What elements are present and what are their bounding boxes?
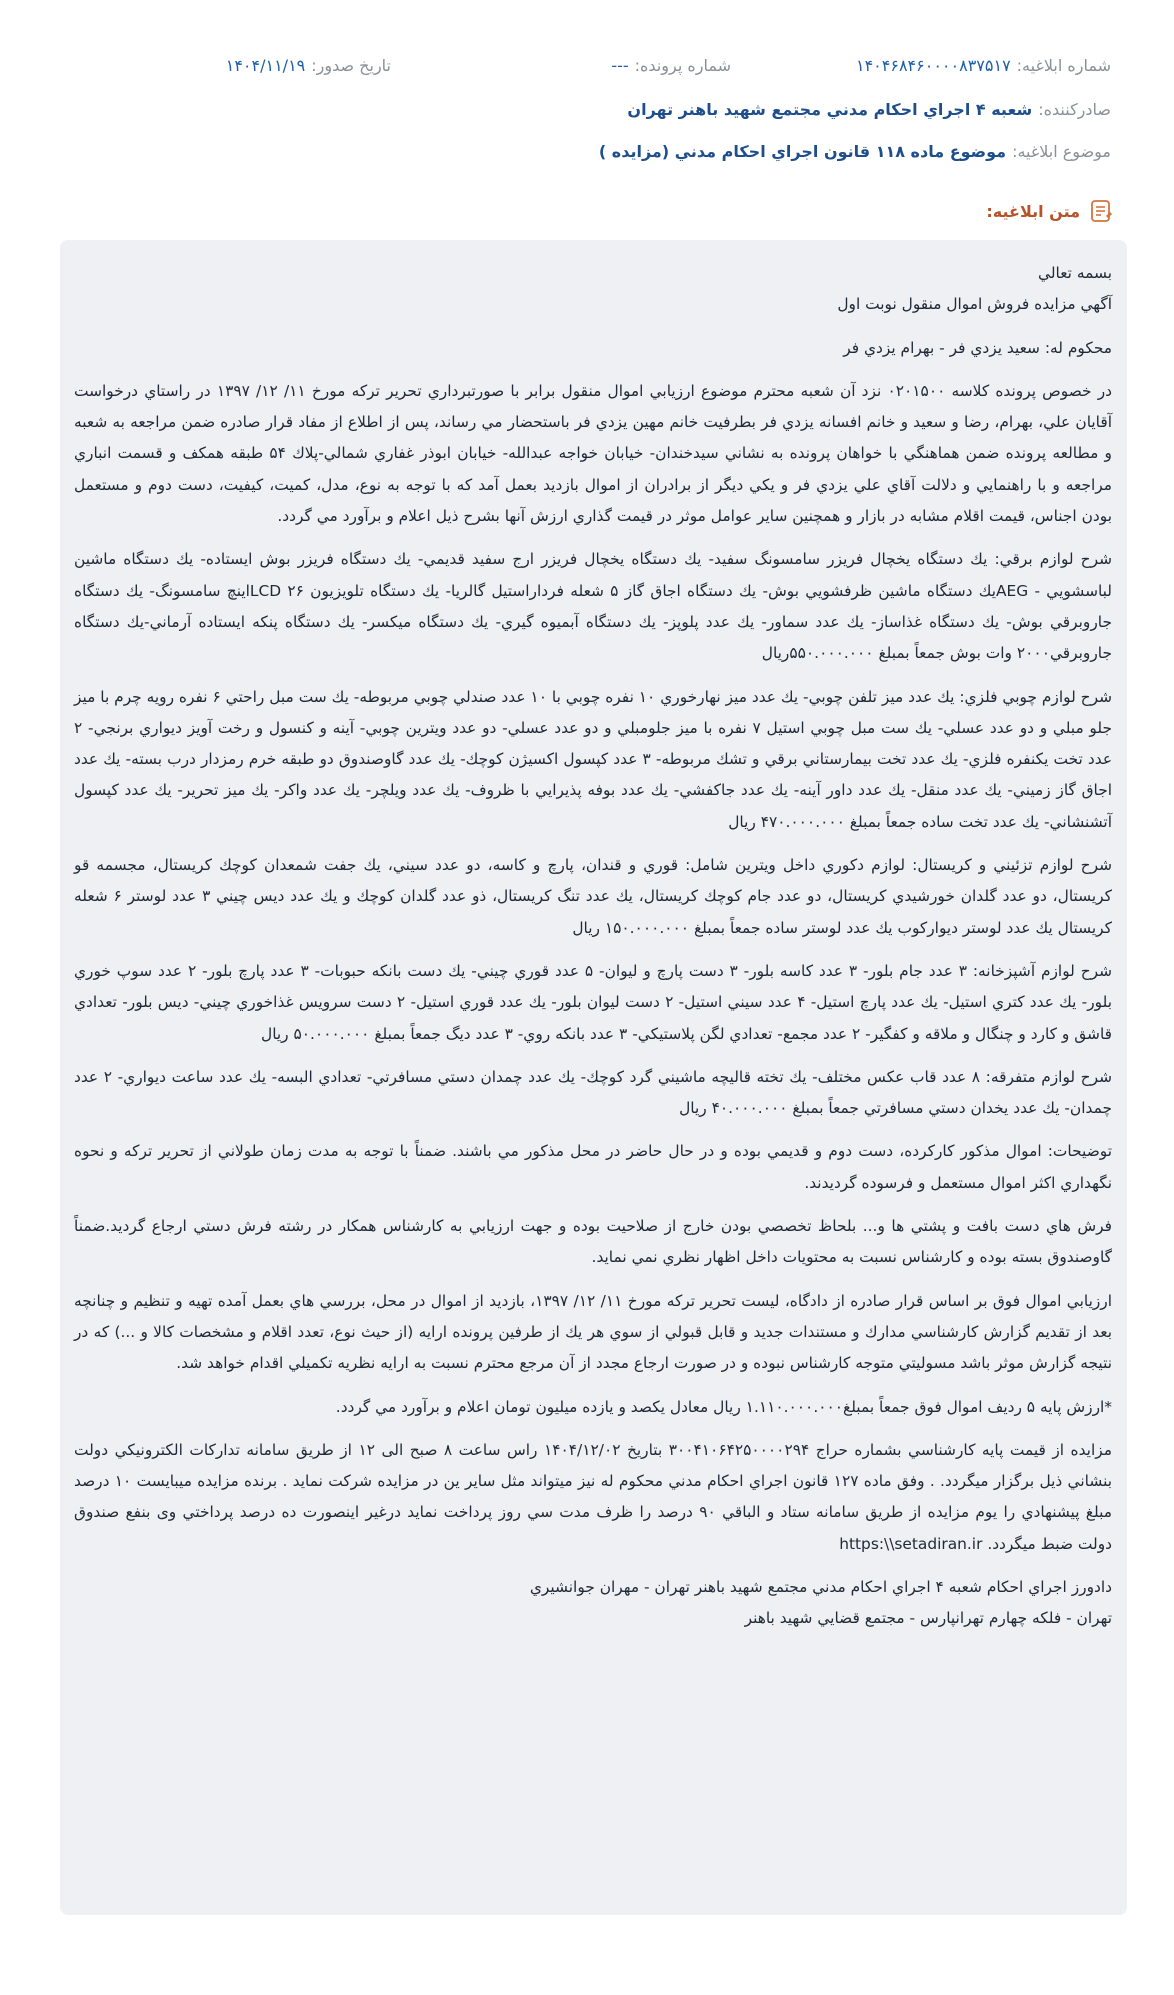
notice-body-text (74, 258, 1112, 1635)
issuer-value: شعبه ۴ اجراي احكام مدني مجتمع شهيد باهنر تهران (627, 100, 1033, 119)
case-description: در خصوص پرونده كلاسه ۰۲۰۱۵۰۰ نزد آن شعبه محترم موضوع ارزيابي اموال منقول برابر با صورتبرداري تحرير تركه مورخ ۱۱/ ۱۲/ ۱۳۹۷ در راستاي درخواست آقايان علي، بهرام، رضا و سعيد و خانم افسانه يزدي فر بطرفيت خانم مهين يزدي فر باستحضار مي رساند، پس از اطلاع از مفاد قرار صادره ضمن مراجعه به شعبه و مطالعه پرونده ضمن هماهنگي با خواهان پرونده به نشاني سيدخندان- خيابان خواجه عبدالله- خيابان ابوذر غفاري شمالي-پلاك ۵۴ طبقه همكف و قسمت انباري مراجعه و با راهنمايي و دلالت آقاي علي يزدي فر و يكي ديگر از برادران از اموال بازديد بعمل آمد كه با توجه به نوع، مدل، كميت، كيفيت، دست دوم و مستعمل بودن اجناس، قيمت اقلام مشابه در بازار و همچنين ساير عوامل موثر در قيمت گذاري ارزش آنها بشرح ذيل اعلام و برآورد مي گردد. (74, 381, 1113, 526)
notice-text-title: متن ابلاغیه: (986, 201, 1080, 221)
meta-row-subject (60, 142, 1111, 161)
case-number (391, 56, 731, 75)
address-line: تهران - فلكه چهارم تهرانپارس - مجتمع قضايي شهيد باهنر (744, 1609, 1112, 1628)
valuation-basis: ارزيابي اموال فوق بر اساس قرار صادره از دادگاه، ليست تحرير تركه مورخ ۱۱/ ۱۲/ ۱۳۹۷، بازديد از اموال در محل، بررسي هاي بعمل آمده تهيه و تنظيم و چنانچه بعد از تقديم گزارش كارشناسي مدارك و مستندات جديد و قابل قبولي از سوي هر يك از طرفين پرونده ارايه (از حيث نوع، تعدد اقلام و مشخصات كالا و ...) كه در نتيجه گزارش موثر باشد مسوليتي متوجه كارشناس نبوده و در صورت ارجاع مجدد از آن مرجع محترم نسبت به ارايه نظريه تكميلي اقدام خواهد شد. (74, 1291, 1112, 1373)
kitchen-items: شرح لوازم آشپزخانه: ۳ عدد جام بلور- ۳ عدد كاسه بلور- ۳ دست پارچ و ليوان- ۵ عدد قوري چيني- يك دست بانكه حبوبات- ۳ عدد پارچ بلور- ۲ عدد سوپ خوري بلور- يك عدد كتري استيل- يك عدد پارچ استيل- ۴ عدد سيني استيل- ۲ دست ليوان بلور- يك عدد قوري استيل- ۲ دست سرويس غذاخوري چيني- ديس بلور- تعدادي قاشق و كارد و چنگال و ملاقه و كفگير- ۲ عدد مجمع- تعدادي لگن پلاستيكي- ۳ عدد بانكه روي- ۳ عدد ديگ جمعاً بمبلغ ۵۰.۰۰۰.۰۰۰ ريال (74, 961, 1113, 1043)
meta-row-issuer (60, 100, 1111, 119)
auction-details: مزايده از قيمت پايه كارشناسي بشماره حراج ۳۰۰۴۱۰۶۴۲۵۰۰۰۰۲۹۴ بتاريخ ۱۴۰۴/۱۲/۰۲ راس ساعت ۸ صبح الی ۱۲ از طريق سامانه تداركات الكترونيكي دولت بنشاني ذيل برگزار ميگردد. . وفق ماده ۱۲۷ قانون اجراي احكام مدني محكوم له نيز ميتواند مثل ساير ين در مزايده شركت نمايد . برنده مزايده ميبايست ۱۰ درصد مبلغ پيشنهادي را يوم مزايده از طريق سامانه ستاد و الباقي ۹۰ درصد را ظرف مدت سي روز پرداخت نمايد درغير اينصورت ده درصد پرداختي وی بنفع صندوق دولت ضبط ميگردد. https:\\setadiran.ir (74, 1440, 1112, 1553)
notice-number (731, 56, 1111, 75)
beneficiaries-line: محكوم له: سعيد يزدي فر - بهرام يزدي فر (843, 338, 1112, 357)
subject (599, 142, 1111, 161)
document-icon (1088, 198, 1114, 224)
issue-date-label: تاریخ صدور: (311, 56, 391, 75)
case-number-label: شماره پرونده: (634, 56, 731, 75)
meta-row-identifiers (60, 56, 1111, 75)
electrical-items: شرح لوازم برقي: يك دستگاه يخچال فريزر سامسونگ سفيد- يك دستگاه يخچال فريزر ارج سفيد قديمي- يك دستگاه فريزر بوش ايستاده- يك دستگاه ماشين لباسشويي - AEGيك دستگاه ماشين ظرفشويي بوش- يك دستگاه اجاق گاز ۵ شعله فرداراستيل گالريا- يك دستگاه تلويزيون ۲۶ LCDاينچ سامسونگ- يك دستگاه جاروبرقي بوش- يك دستگاه غذاساز- يك عدد سماور- يك عدد پلوپز- يك دستگاه آبميوه گيري- يك دستگاه ميكسر- يك دستگاه پنكه ايستاده آرماني-يك دستگاه جاروبرقي۲۰۰۰ وات بوش جمعاً بمبلغ ۵۵۰.۰۰۰.۰۰۰ريال (74, 550, 1112, 663)
notice-number-value: ۱۴۰۴۶۸۴۶۰۰۰۰۸۳۷۵۱۷ (855, 56, 1011, 75)
notice-title-line: آگهي مزايده فروش اموال منقول نوبت اول (837, 295, 1112, 314)
notice-body (60, 240, 1127, 1915)
issue-date-value: ۱۴۰۴/۱۱/۱۹ (225, 56, 306, 75)
subject-label: موضوع ابلاغیه: (1012, 142, 1111, 161)
case-number-value: --- (611, 56, 629, 75)
misc-items: شرح لوازم متفرقه: ۸ عدد قاب عكس مختلف- يك تخته قاليچه ماشيني گرد كوچك- يك عدد چمدان دستي مسافرتي- تعدادي البسه- يك عدد ساعت ديواري- ۲ عدد چمدان- يك عدد يخدان دستي مسافرتي جمعاً بمبلغ ۴۰.۰۰۰.۰۰۰ ريال (74, 1067, 1113, 1118)
issuer (627, 100, 1111, 119)
issuer-label: صادرکننده: (1038, 100, 1111, 119)
notice-text-heading (986, 198, 1114, 224)
subject-value: موضوع ماده ۱۱۸ قانون اجراي احكام مدني (مزايده ) (598, 142, 1007, 161)
issue-date (60, 56, 391, 75)
base-value-note: *ارزش پايه ۵ رديف اموال فوق جمعاً بمبلغ۱.۱۱۰.۰۰۰.۰۰۰ ريال معادل يكصد و يازده ميليون تومان اعلام و برآورد مي گردد. (335, 1397, 1112, 1416)
carpets-note: فرش هاي دست بافت و پشتي ها و... بلحاظ تخصصي بودن خارج از صلاحيت بوده و جهت ارزيابي به كارشناس همكار در رشته فرش دستي ارجاع گرديد.ضمناً گاوصندوق بسته بوده و كارشناس نسبت به محتويات داخل اظهار نظري نمي نمايد. (74, 1217, 1112, 1267)
furniture-items: شرح لوازم چوبي فلزي: يك عدد ميز تلفن چوبي- يك عدد ميز نهارخوري ۱۰ نفره چوبي با ۱۰ عدد صندلي چوبي مربوطه- يك ست مبل راحتي ۶ نفره رويه چرم با ميز جلو مبلي و دو عدد عسلي- يك ست مبل چوبي استيل ۷ نفره با ميز جلومبلي و دو عدد عسلي- دو عدد ويترين چوبي- آينه و كنسول و رخت آويز ديواري برنجي- ۲ عدد تخت يكنفره فلزي- يك عدد تخت بيمارستاني برقي و تشك مربوطه- ۳ عدد كپسول اكسيژن كوچك- يك عدد گاوصندوق دو طبقه خرم رمزدار درب بسته- يك عدد اجاق گاز زميني- يك عدد منقل- يك عدد داور آينه- يك عدد جاكفشي- يك عدد بوفه پذيرايي با ظروف- يك عدد ويلچر- يك عدد واكر- يك ميز تحرير- يك عدد كپسول آتشنشاني- يك عدد تخت ساده جمعاً بمبلغ ۴۷۰.۰۰۰.۰۰۰ ريال (74, 687, 1113, 831)
explanations: توضيحات: اموال مذكور كاركرده، دست دوم و قديمي بوده و در حال حاضر در محل مذكور مي باشند. ضمناً با توجه به مدت زمان طولاني از تحرير تركه و نحوه نگهداري اكثر اموال مستعمل و فرسوده گرديدند. (74, 1142, 1112, 1192)
opening-line: بسمه تعالي (1038, 264, 1112, 282)
decorative-items: شرح لوازم تزئيني و كريستال: لوازم دكوري داخل ويترين شامل: قوري و قندان، پارچ و كاسه، دو عدد سيني، يك جفت شمعدان كوچك كريستال، مجسمه قو كريستال، دو عدد گلدان خورشيدي كريستال، دو عدد جام كوچك كريستال، يك عدد تنگ كريستال، ذو عدد گلدان كوچك و يك عدد ديس چيني ۳ عدد لوستر ۶ شعله كريستال يك عدد لوستر ديواركوب يك عدد لوستر ساده جمعاً بمبلغ ۱۵۰.۰۰۰.۰۰۰ ريال (74, 856, 1112, 937)
signatory-line: دادورز اجراي احكام شعبه ۴ اجراي احكام مدني مجتمع شهيد باهنر تهران - مهران جوانشيري (529, 1577, 1112, 1596)
notice-number-label: شماره ابلاغیه: (1016, 56, 1111, 75)
